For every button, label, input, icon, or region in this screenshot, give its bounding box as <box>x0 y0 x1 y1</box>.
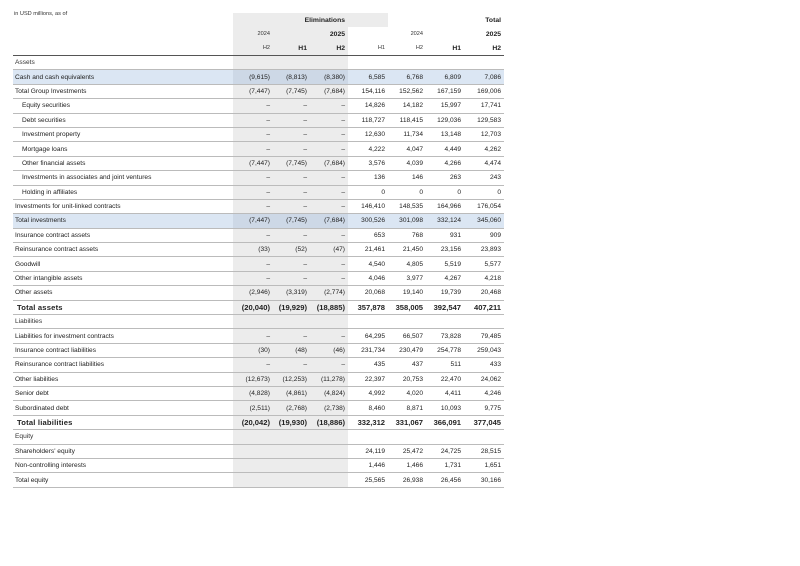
table-row <box>13 156 504 170</box>
table-row <box>13 286 504 300</box>
value-cell: 24,062 <box>464 372 504 386</box>
value-cell <box>273 473 310 487</box>
value-cell: 300,526 <box>348 214 388 228</box>
value-cell: 4,805 <box>388 257 426 271</box>
row-label: Reinsurance contract assets <box>13 243 233 257</box>
value-cell: (7,745) <box>273 84 310 98</box>
value-cell <box>348 315 388 329</box>
value-cell: (47) <box>310 243 348 257</box>
value-cell <box>310 444 348 458</box>
value-cell: 20,753 <box>388 372 426 386</box>
value-cell: (4,824) <box>310 386 348 400</box>
value-cell: 4,047 <box>388 142 426 156</box>
value-cell: 358,005 <box>388 300 426 314</box>
value-cell <box>464 430 504 444</box>
value-cell: 4,266 <box>426 156 464 170</box>
table-row <box>13 99 504 113</box>
table-row <box>13 300 504 314</box>
value-cell: 26,938 <box>388 473 426 487</box>
table-row <box>13 243 504 257</box>
value-cell <box>273 315 310 329</box>
row-label: Total investments <box>13 214 233 228</box>
value-cell <box>233 444 273 458</box>
value-cell <box>273 56 310 70</box>
row-label: Total Group Investments <box>13 84 233 98</box>
value-cell <box>233 315 273 329</box>
units-note: in USD millions, as of <box>14 11 68 17</box>
value-cell: 64,295 <box>348 329 388 343</box>
value-cell: (4,861) <box>273 386 310 400</box>
value-cell: (2,738) <box>310 401 348 415</box>
table-row <box>13 185 504 199</box>
row-label: Subordinated debt <box>13 401 233 415</box>
value-cell: 230,479 <box>388 343 426 357</box>
value-cell: 0 <box>348 185 388 199</box>
value-cell: – <box>233 271 273 285</box>
value-cell <box>273 430 310 444</box>
table-row <box>13 444 504 458</box>
table-row <box>13 315 504 329</box>
balance-sheet-table <box>13 13 504 488</box>
value-cell <box>273 458 310 472</box>
value-cell: 118,415 <box>388 113 426 127</box>
value-cell: (3,319) <box>273 286 310 300</box>
value-cell: 5,577 <box>464 257 504 271</box>
value-cell: 4,411 <box>426 386 464 400</box>
value-cell: – <box>310 142 348 156</box>
value-cell: 15,997 <box>426 99 464 113</box>
value-cell <box>388 56 426 70</box>
value-cell <box>348 430 388 444</box>
value-cell: 19,739 <box>426 286 464 300</box>
value-cell: – <box>233 142 273 156</box>
table-row <box>13 358 504 372</box>
value-cell <box>310 315 348 329</box>
value-cell <box>388 430 426 444</box>
value-cell: 301,098 <box>388 214 426 228</box>
value-cell: 24,725 <box>426 444 464 458</box>
value-cell <box>310 56 348 70</box>
value-cell: 167,159 <box>426 84 464 98</box>
row-label: Other financial assets <box>13 156 233 170</box>
row-label: Liabilities for investment contracts <box>13 329 233 343</box>
value-cell: – <box>310 358 348 372</box>
table-row <box>13 56 504 70</box>
value-cell: 11,734 <box>388 127 426 141</box>
value-cell: 345,060 <box>464 214 504 228</box>
value-cell: 146 <box>388 171 426 185</box>
value-cell: (7,684) <box>310 156 348 170</box>
row-label: Shareholders' equity <box>13 444 233 458</box>
value-cell: 4,046 <box>348 271 388 285</box>
value-cell: 6,585 <box>348 70 388 84</box>
table-row <box>13 199 504 213</box>
value-cell <box>233 473 273 487</box>
value-cell: 3,977 <box>388 271 426 285</box>
row-label: Investment property <box>13 127 233 141</box>
value-cell: 4,218 <box>464 271 504 285</box>
table-row <box>13 343 504 357</box>
value-cell: (8,813) <box>273 70 310 84</box>
value-cell: – <box>273 113 310 127</box>
value-cell <box>310 458 348 472</box>
value-cell: 366,091 <box>426 415 464 429</box>
header-total-h1-2025: H1 <box>426 41 464 56</box>
row-label: Goodwill <box>13 257 233 271</box>
value-cell: 254,778 <box>426 343 464 357</box>
value-cell: – <box>273 358 310 372</box>
value-cell: – <box>233 257 273 271</box>
value-cell: 21,450 <box>388 243 426 257</box>
value-cell: 0 <box>426 185 464 199</box>
value-cell: 4,474 <box>464 156 504 170</box>
value-cell <box>273 444 310 458</box>
table-row <box>13 257 504 271</box>
value-cell: 8,871 <box>388 401 426 415</box>
value-cell <box>426 430 464 444</box>
table-row <box>13 372 504 386</box>
value-cell: (2,511) <box>233 401 273 415</box>
value-cell: – <box>273 199 310 213</box>
row-label: Debt securities <box>13 113 233 127</box>
value-cell: 25,565 <box>348 473 388 487</box>
value-cell: – <box>310 257 348 271</box>
header-elim-h2-2024: H2 <box>233 41 273 56</box>
table-row <box>13 473 504 487</box>
value-cell: 23,156 <box>426 243 464 257</box>
value-cell: 129,036 <box>426 113 464 127</box>
value-cell <box>388 315 426 329</box>
value-cell: 4,246 <box>464 386 504 400</box>
value-cell: – <box>233 199 273 213</box>
value-cell: (18,886) <box>310 415 348 429</box>
value-cell: (7,447) <box>233 84 273 98</box>
value-cell: 7,086 <box>464 70 504 84</box>
value-cell: (18,885) <box>310 300 348 314</box>
value-cell: 357,878 <box>348 300 388 314</box>
value-cell: 4,992 <box>348 386 388 400</box>
value-cell: 26,456 <box>426 473 464 487</box>
value-cell: 433 <box>464 358 504 372</box>
value-cell: 4,020 <box>388 386 426 400</box>
value-cell: 4,267 <box>426 271 464 285</box>
value-cell: (9,615) <box>233 70 273 84</box>
value-cell: – <box>273 271 310 285</box>
row-label: Investments in associates and joint ventures <box>13 171 233 185</box>
value-cell: (20,040) <box>233 300 273 314</box>
value-cell: 407,211 <box>464 300 504 314</box>
value-cell: (2,946) <box>233 286 273 300</box>
value-cell: 263 <box>426 171 464 185</box>
value-cell: 4,540 <box>348 257 388 271</box>
value-cell: 136 <box>348 171 388 185</box>
header-total-h2-2024: H2 <box>388 41 426 56</box>
value-cell: 20,468 <box>464 286 504 300</box>
value-cell: 3,576 <box>348 156 388 170</box>
value-cell: 231,734 <box>348 343 388 357</box>
value-cell: – <box>233 99 273 113</box>
table-row <box>13 214 504 228</box>
value-cell: 17,741 <box>464 99 504 113</box>
row-label: Total liabilities <box>13 415 233 429</box>
header-total-2024: 2024 <box>410 31 424 37</box>
value-cell: (12,253) <box>273 372 310 386</box>
value-cell: 19,140 <box>388 286 426 300</box>
value-cell: 164,966 <box>426 199 464 213</box>
value-cell: 20,068 <box>348 286 388 300</box>
value-cell <box>426 56 464 70</box>
value-cell: 1,446 <box>348 458 388 472</box>
value-cell: (2,774) <box>310 286 348 300</box>
value-cell: 13,148 <box>426 127 464 141</box>
value-cell: (2,768) <box>273 401 310 415</box>
value-cell: (19,930) <box>273 415 310 429</box>
value-cell <box>348 56 388 70</box>
value-cell: – <box>310 185 348 199</box>
value-cell: 148,535 <box>388 199 426 213</box>
value-cell: (19,929) <box>273 300 310 314</box>
value-cell: 1,466 <box>388 458 426 472</box>
value-cell: 129,583 <box>464 113 504 127</box>
value-cell: 146,410 <box>348 199 388 213</box>
header-elim-h2-2025: H2 <box>310 41 348 56</box>
value-cell: – <box>310 329 348 343</box>
table-row <box>13 430 504 444</box>
value-cell: – <box>310 228 348 242</box>
value-cell: 30,166 <box>464 473 504 487</box>
value-cell: 8,460 <box>348 401 388 415</box>
value-cell <box>310 430 348 444</box>
table-row <box>13 70 504 84</box>
value-cell: 332,312 <box>348 415 388 429</box>
row-label: Other assets <box>13 286 233 300</box>
value-cell: – <box>233 113 273 127</box>
table-row <box>13 458 504 472</box>
value-cell: – <box>233 171 273 185</box>
value-cell: (7,745) <box>273 214 310 228</box>
value-cell: – <box>273 329 310 343</box>
value-cell <box>426 315 464 329</box>
value-cell: (11,278) <box>310 372 348 386</box>
value-cell: 73,828 <box>426 329 464 343</box>
header-eliminations: Eliminations <box>273 13 348 27</box>
value-cell: 25,472 <box>388 444 426 458</box>
value-cell: 5,519 <box>426 257 464 271</box>
value-cell: 22,397 <box>348 372 388 386</box>
value-cell: 768 <box>388 228 426 242</box>
value-cell: 4,449 <box>426 142 464 156</box>
value-cell <box>233 430 273 444</box>
value-cell: (46) <box>310 343 348 357</box>
row-label: Equity <box>13 430 233 444</box>
value-cell: – <box>310 127 348 141</box>
value-cell: 154,116 <box>348 84 388 98</box>
row-label: Mortgage loans <box>13 142 233 156</box>
row-label: Assets <box>13 56 233 70</box>
value-cell: – <box>233 228 273 242</box>
value-cell: 4,039 <box>388 156 426 170</box>
value-cell: – <box>233 329 273 343</box>
value-cell: (7,745) <box>273 156 310 170</box>
value-cell: 176,054 <box>464 199 504 213</box>
table-row <box>13 171 504 185</box>
row-label: Reinsurance contract liabilities <box>13 358 233 372</box>
value-cell: 931 <box>426 228 464 242</box>
table-row <box>13 271 504 285</box>
header-total: Total <box>485 16 502 24</box>
value-cell <box>233 458 273 472</box>
value-cell: 152,562 <box>388 84 426 98</box>
value-cell: – <box>233 185 273 199</box>
header-row-years <box>13 27 504 41</box>
value-cell: 22,470 <box>426 372 464 386</box>
row-label: Equity securities <box>13 99 233 113</box>
row-label: Liabilities <box>13 315 233 329</box>
value-cell: (48) <box>273 343 310 357</box>
value-cell: (12,673) <box>233 372 273 386</box>
value-cell: 437 <box>388 358 426 372</box>
value-cell: 6,809 <box>426 70 464 84</box>
header-row-groups <box>13 13 504 27</box>
value-cell: 12,703 <box>464 127 504 141</box>
row-label: Total equity <box>13 473 233 487</box>
table-row <box>13 142 504 156</box>
value-cell: 4,262 <box>464 142 504 156</box>
value-cell: – <box>273 142 310 156</box>
table-row <box>13 127 504 141</box>
value-cell: 21,461 <box>348 243 388 257</box>
value-cell <box>464 315 504 329</box>
value-cell: 377,045 <box>464 415 504 429</box>
value-cell: (4,828) <box>233 386 273 400</box>
table-row <box>13 401 504 415</box>
value-cell: 435 <box>348 358 388 372</box>
value-cell: 66,507 <box>388 329 426 343</box>
value-cell: 511 <box>426 358 464 372</box>
row-label: Other liabilities <box>13 372 233 386</box>
value-cell: – <box>310 113 348 127</box>
value-cell: – <box>273 185 310 199</box>
value-cell: (7,447) <box>233 156 273 170</box>
table-row <box>13 228 504 242</box>
value-cell: 331,067 <box>388 415 426 429</box>
value-cell: 4,222 <box>348 142 388 156</box>
row-label: Insurance contract assets <box>13 228 233 242</box>
value-cell: 259,043 <box>464 343 504 357</box>
value-cell <box>464 56 504 70</box>
header-elim-2024: 2024 <box>233 27 273 41</box>
value-cell: 24,119 <box>348 444 388 458</box>
header-total-h1-2024: H1 <box>348 41 388 56</box>
value-cell: 12,630 <box>348 127 388 141</box>
row-label: Senior debt <box>13 386 233 400</box>
value-cell: 653 <box>348 228 388 242</box>
value-cell: (52) <box>273 243 310 257</box>
value-cell: (33) <box>233 243 273 257</box>
value-cell: (7,447) <box>233 214 273 228</box>
row-label: Insurance contract liabilities <box>13 343 233 357</box>
header-row-halves <box>13 41 504 56</box>
value-cell: – <box>273 257 310 271</box>
value-cell: 1,651 <box>464 458 504 472</box>
table-row <box>13 84 504 98</box>
table-row <box>13 113 504 127</box>
header-total-h2-2025: H2 <box>464 41 504 56</box>
table-row <box>13 415 504 429</box>
value-cell: – <box>233 358 273 372</box>
value-cell: – <box>310 99 348 113</box>
value-cell: – <box>273 228 310 242</box>
value-cell: 14,826 <box>348 99 388 113</box>
value-cell: 14,182 <box>388 99 426 113</box>
value-cell: (7,684) <box>310 214 348 228</box>
value-cell <box>310 473 348 487</box>
value-cell: 169,006 <box>464 84 504 98</box>
row-label: Investments for unit-linked contracts <box>13 199 233 213</box>
value-cell: 23,893 <box>464 243 504 257</box>
value-cell: – <box>273 99 310 113</box>
value-cell: 6,768 <box>388 70 426 84</box>
value-cell: 79,485 <box>464 329 504 343</box>
value-cell: 909 <box>464 228 504 242</box>
value-cell: 332,124 <box>426 214 464 228</box>
value-cell: 10,093 <box>426 401 464 415</box>
value-cell: 1,731 <box>426 458 464 472</box>
value-cell: 28,515 <box>464 444 504 458</box>
header-total-2025: 2025 <box>485 30 502 38</box>
row-label: Holding in affiliates <box>13 185 233 199</box>
value-cell: 392,547 <box>426 300 464 314</box>
value-cell: 0 <box>388 185 426 199</box>
value-cell: (20,042) <box>233 415 273 429</box>
row-label: Non-controlling interests <box>13 458 233 472</box>
value-cell: (7,684) <box>310 84 348 98</box>
value-cell: (30) <box>233 343 273 357</box>
header-elim-h1-2025: H1 <box>273 41 310 56</box>
value-cell: 9,775 <box>464 401 504 415</box>
value-cell: 118,727 <box>348 113 388 127</box>
value-cell <box>233 56 273 70</box>
value-cell: – <box>233 127 273 141</box>
value-cell: – <box>310 271 348 285</box>
row-label: Cash and cash equivalents <box>13 70 233 84</box>
value-cell: – <box>310 171 348 185</box>
row-label: Total assets <box>13 300 233 314</box>
header-elim-2025: 2025 <box>310 27 348 41</box>
row-label: Other intangible assets <box>13 271 233 285</box>
value-cell: 243 <box>464 171 504 185</box>
value-cell: (8,380) <box>310 70 348 84</box>
value-cell: – <box>310 199 348 213</box>
table-row <box>13 386 504 400</box>
value-cell: – <box>273 127 310 141</box>
value-cell: 0 <box>464 185 504 199</box>
table-row <box>13 329 504 343</box>
value-cell: – <box>273 171 310 185</box>
